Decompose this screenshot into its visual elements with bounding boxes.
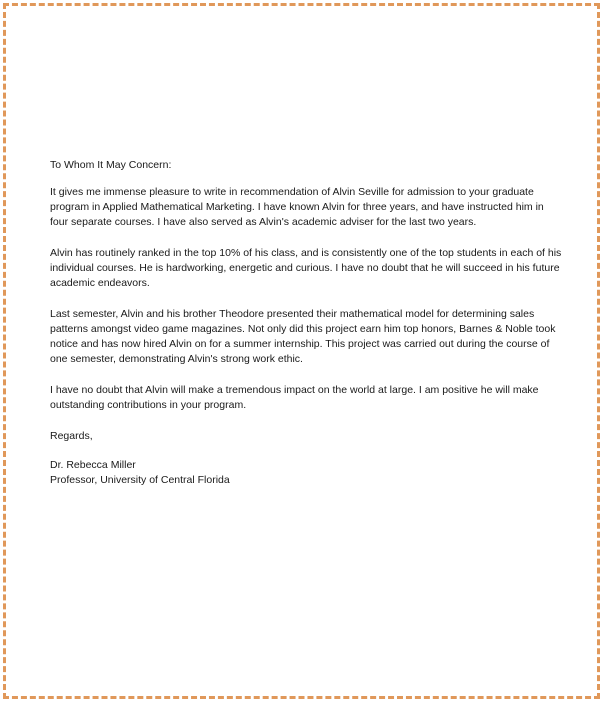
recommendation-letter <box>50 158 562 488</box>
signature-title: Professor, University of Central Florida <box>50 474 230 486</box>
closing: Regards, <box>50 430 93 442</box>
signature-name: Dr. Rebecca Miller <box>50 459 136 471</box>
paragraph-project: Last semester, Alvin and his brother Theodore presented their mathematical model for determining sales patterns amongst video game magazines. Not only did this project earn him top honors, Barnes & Noble took notice and has now hired Alvin on for a summer internship. This project was carried out during the course of one semester, demonstrating Alvin's strong work ethic. <box>50 308 556 365</box>
salutation: To Whom It May Concern: <box>50 159 172 171</box>
paragraph-intro: It gives me immense pleasure to write in recommendation of Alvin Seville for admission to your graduate program in Applied Mathematical Marketing. I have known Alvin for three years, and have instructed him in four separate courses. I have also served as Alvin's academic adviser for the last two years. <box>50 186 544 228</box>
paragraph-conclusion: I have no doubt that Alvin will make a tremendous impact on the world at large. I am positive he will make outstanding contributions in your program. <box>50 384 539 411</box>
paragraph-ranking: Alvin has routinely ranked in the top 10% of his class, and is consistently one of the top students in each of his individual courses. He is hardworking, energetic and curious. I have no doubt that he will succeed in his future academic endeavors. <box>50 247 562 289</box>
